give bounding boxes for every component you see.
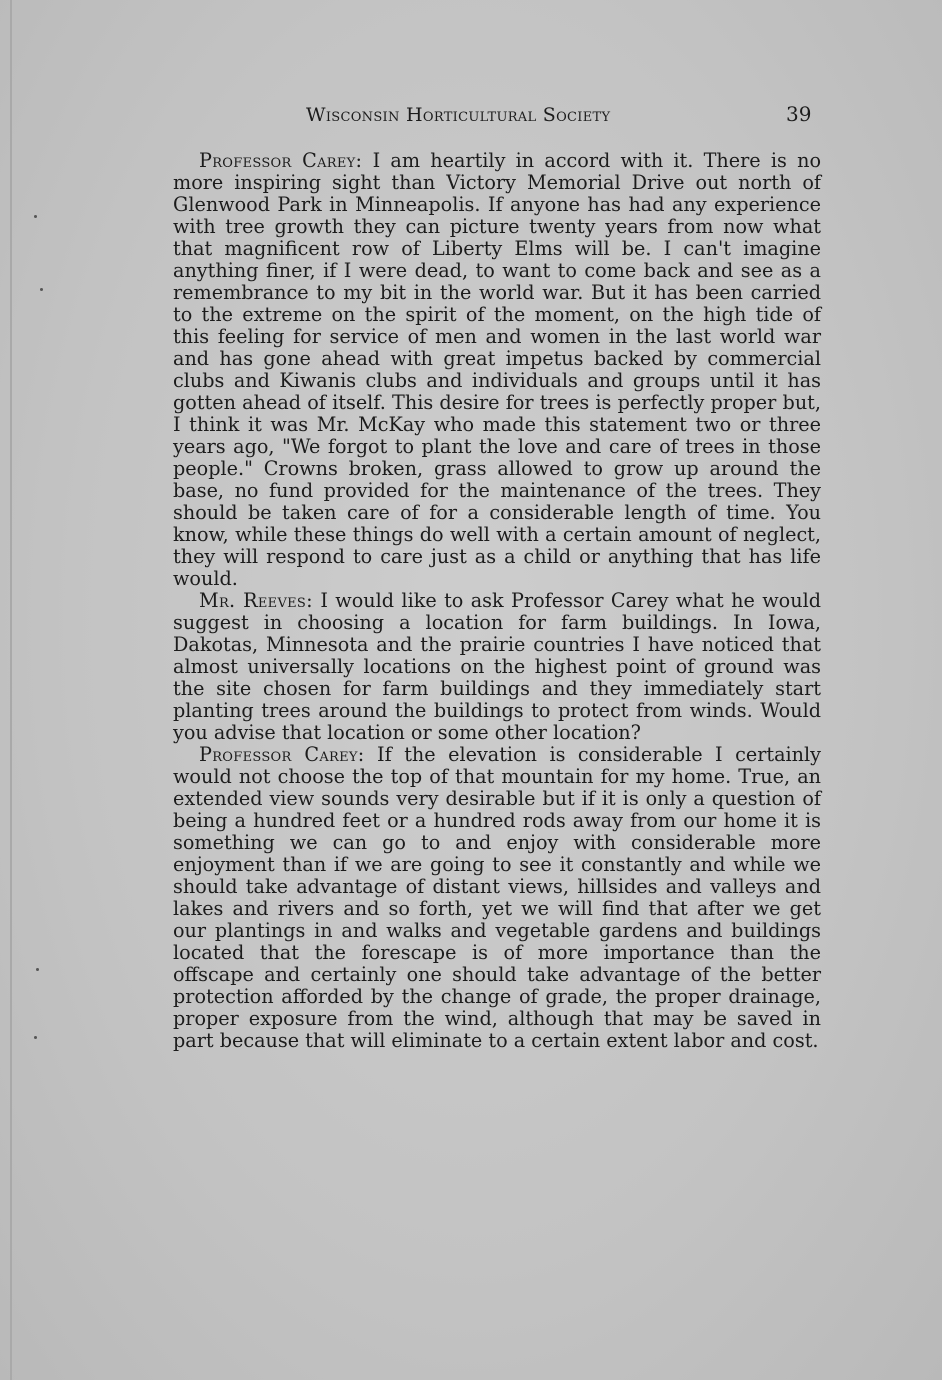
paragraph-text: If the elevation is considerable I certainly would not choose the top of that mountain for my home. True, an extended view sounds very desirable but if it is only a question of being a hundred feet or a hundred rods away from our home it is something we can go to and enjoy with considerable more enjoyment than if we are going to see it constantly and while we should take advantage of distant views, hillsides and valleys and lakes and rivers and so forth, yet we will find that after we get our plantings in and walks and vegetable gardens and buildings located that the forescape is of more importance than the offscape and certainly one should take advantage of the better protection afforded by the change of grade, the proper drainage, proper exposure from the wind, although that may be saved in part because that will eliminate to a certain extent labor and cost.: [173, 743, 821, 1052]
margin-speck: [36, 968, 39, 971]
paragraph-text: I am heartily in accord with it. There is no more inspiring sight than Victory Memorial Drive out north of Glenwood Park in Minneapolis. If anyone has had any experience with tree growth they can picture twenty years from now what that magnificent row of Liberty Elms will be. I can't imagine anything finer, if I were dead, to want to come back and see as a remembrance to my bit in the world war. But it has been carried to the extreme on the spirit of the moment, on the high tide of this feeling for service of men and women in the last world war and has gone ahead with great impetus backed by commercial clubs and Kiwanis clubs and individuals and groups until it has gotten ahead of itself. This desire for trees is perfectly proper but, I think it was Mr. McKay who made this statement two or three years ago, "We forgot to plant the love and care of trees in those people." Crowns broken, grass allowed to grow up around the base, no fund provided for the maintenance of the trees. They should be taken care of for a considerable length of time. You know, while these things do well with a certain amount of neglect, they will respond to care just as a child or anything that has life would.: [173, 149, 821, 590]
running-header: [0, 104, 942, 132]
speaker-label: Mr. Reeves:: [199, 589, 313, 612]
margin-speck: [34, 1036, 37, 1039]
paragraph-reeves: [173, 590, 821, 744]
body-text: [173, 150, 821, 1052]
speaker-label: Professor Carey:: [199, 149, 363, 172]
page-number: 39: [786, 102, 812, 126]
paragraph-carey-2: [173, 744, 821, 1052]
speaker-label: Professor Carey:: [199, 743, 365, 766]
margin-speck: [40, 288, 43, 291]
page-edge: [10, 0, 12, 1380]
paragraph-text: I would like to ask Professor Carey what he would suggest in choosing a location for farm buildings. In Iowa, Dakotas, Minnesota and the prairie countries I have noticed that almost universally locations on the highest point of ground was the site chosen for farm buildings and they immediately start planting trees around the buildings to protect from winds. Would you advise that location or some other location?: [173, 589, 821, 744]
header-title: Wisconsin Horticultural Society: [306, 104, 611, 126]
margin-speck: [34, 215, 37, 218]
paragraph-carey-1: [173, 150, 821, 590]
